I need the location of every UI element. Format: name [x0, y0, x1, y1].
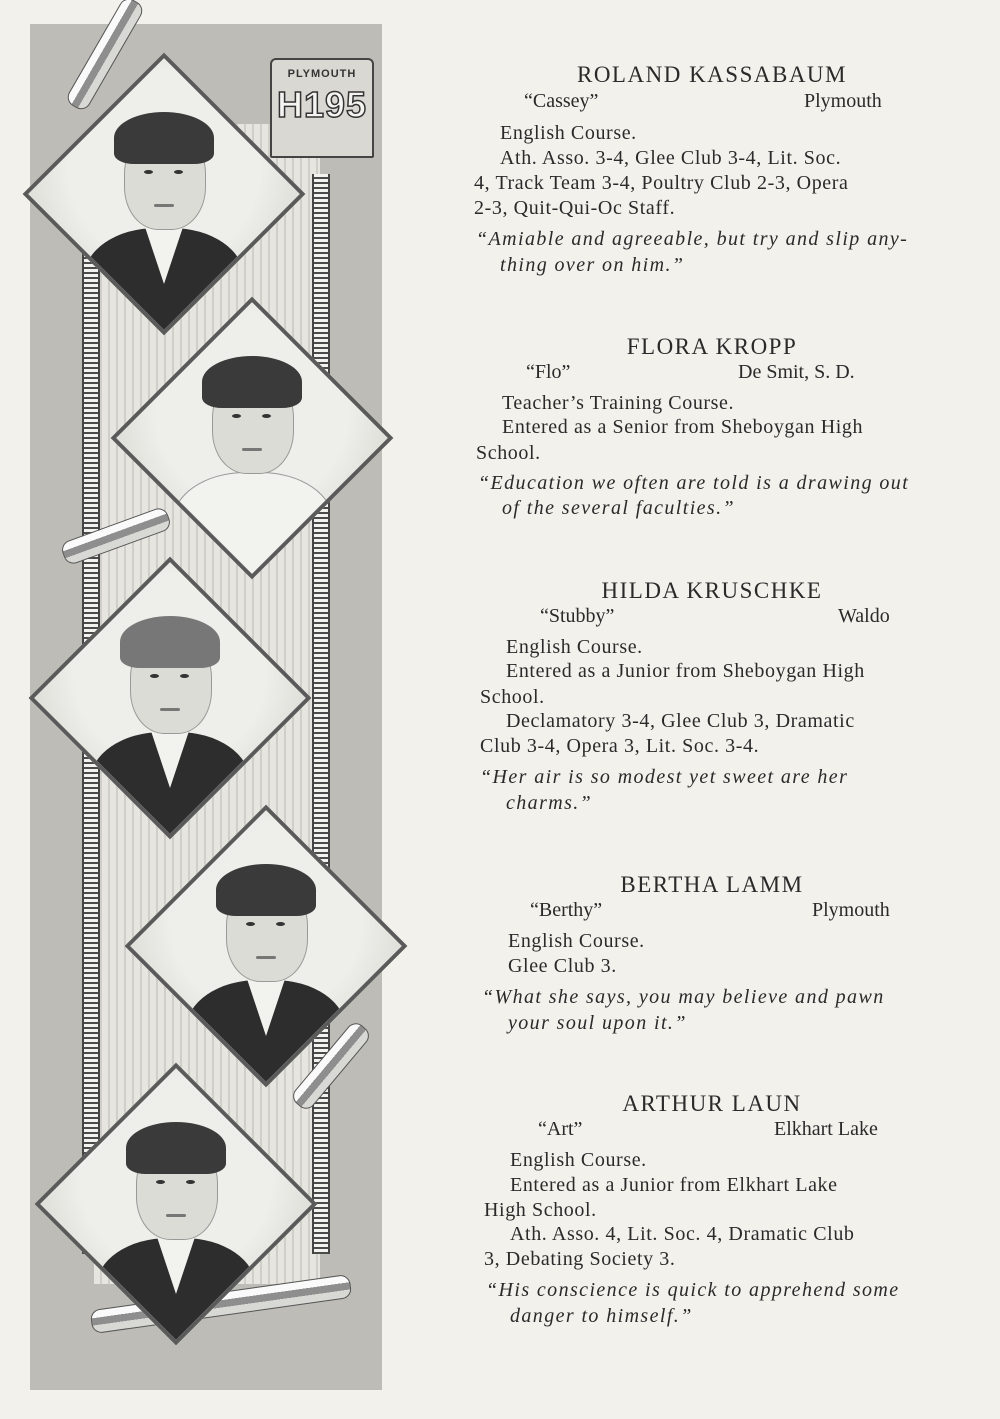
quote-line: danger to himself.” — [510, 1305, 693, 1327]
course-line: English Course. — [508, 930, 645, 952]
hometown: Waldo — [838, 605, 890, 627]
hometown: Plymouth — [812, 899, 890, 921]
quote-line: your soul upon it.” — [508, 1012, 687, 1034]
activity-line: Glee Club 3. — [508, 955, 617, 977]
quote-line: thing over on him.” — [500, 254, 685, 276]
student-name: FLORA KROPP — [626, 334, 798, 359]
student-name: BERTHA LAMM — [620, 872, 804, 897]
course-line: Teacher’s Training Course. — [502, 392, 735, 414]
hometown: Elkhart Lake — [774, 1118, 878, 1140]
class-emblem — [270, 58, 374, 158]
nickname: “Cassey” — [524, 90, 599, 112]
activity-line: High School. — [484, 1199, 597, 1221]
activity-line: 4, Track Team 3-4, Poultry Club 2-3, Opera — [474, 172, 849, 194]
activity-line: Club 3-4, Opera 3, Lit. Soc. 3-4. — [480, 735, 760, 757]
portrait-panel — [30, 24, 382, 1390]
activity-line: School. — [480, 686, 545, 708]
hometown: De Smit, S. D. — [738, 361, 855, 383]
course-line: English Course. — [500, 122, 637, 144]
activity-line: Ath. Asso. 3-4, Glee Club 3-4, Lit. Soc. — [500, 147, 842, 169]
activity-line: School. — [476, 442, 541, 464]
quote-line: “What she says, you may believe and pawn — [482, 986, 885, 1008]
quote-line: charms.” — [506, 792, 593, 814]
activity-line: 2-3, Quit-Qui-Oc Staff. — [474, 197, 676, 219]
activity-line: Entered as a Junior from Elkhart Lake — [510, 1174, 838, 1196]
nickname: “Art” — [538, 1118, 583, 1140]
quote-line: “His conscience is quick to apprehend some — [486, 1279, 900, 1301]
student-name: ARTHUR LAUN — [622, 1091, 802, 1116]
activity-line: 3, Debating Society 3. — [484, 1248, 676, 1270]
nickname: “Flo” — [526, 361, 571, 383]
nickname: “Berthy” — [530, 899, 603, 921]
course-line: English Course. — [506, 636, 643, 658]
activity-line: Entered as a Senior from Sheboygan High — [502, 416, 864, 438]
activity-line: Declamatory 3-4, Glee Club 3, Dramatic — [506, 710, 855, 732]
activity-line: Ath. Asso. 4, Lit. Soc. 4, Dramatic Club — [510, 1223, 855, 1245]
quote-line: “Amiable and agreeable, but try and slip any- — [476, 228, 909, 250]
hometown: Plymouth — [804, 90, 882, 112]
quote-line: “Education we often are told is a drawing out — [478, 472, 910, 494]
student-name: HILDA KRUSCHKE — [601, 578, 823, 603]
emblem-class-year: H195 — [276, 84, 368, 125]
activity-line: Entered as a Junior from Sheboygan High — [506, 660, 865, 682]
emblem-school: PLYMOUTH — [287, 68, 357, 80]
course-line: English Course. — [510, 1149, 647, 1171]
quote-line: “Her air is so modest yet sweet are her — [480, 766, 849, 788]
student-name: ROLAND KASSABAUM — [576, 62, 847, 87]
quote-line: of the several faculties.” — [502, 497, 736, 519]
nickname: “Stubby” — [540, 605, 615, 627]
